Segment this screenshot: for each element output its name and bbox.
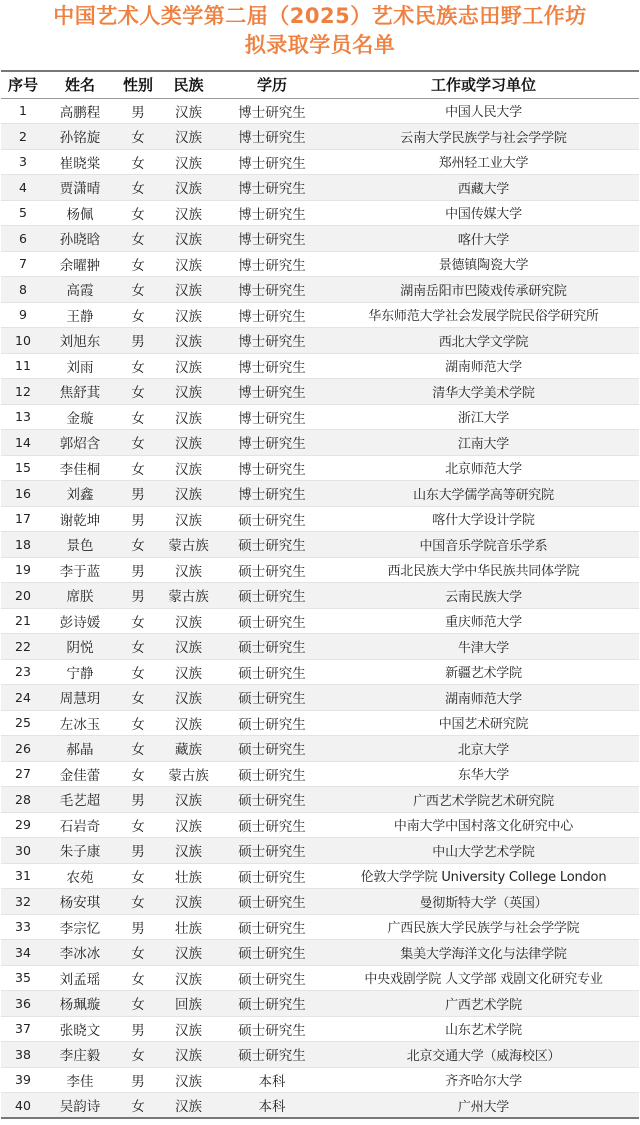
cell-unit: 湖南岳阳市巴陵戏传承研究院: [400, 283, 567, 299]
cell-unit: 北京大学: [457, 742, 510, 758]
cell-education: 硕士研究生: [238, 665, 306, 682]
cell-index: 8: [19, 281, 27, 297]
cell-unit: 中南大学中国村落文化研究中心: [393, 819, 574, 835]
cell-unit: 湖南师范大学: [445, 360, 522, 376]
table-row: [1, 1042, 639, 1068]
cell-unit: 江南大学: [457, 436, 510, 452]
cell-education: 博士研究生: [238, 359, 306, 376]
table-row: [1, 863, 639, 889]
cell-gender: 女: [131, 614, 145, 631]
cell-name: 王静: [66, 308, 94, 325]
cell-gender: 男: [131, 793, 145, 810]
cell-ethnicity: 汉族: [175, 130, 202, 147]
table-row: [1, 889, 639, 915]
cell-unit: 齐齐哈尔大学: [445, 1074, 522, 1090]
cell-unit: 北京交通大学（威海校区）: [406, 1048, 561, 1064]
table-row: [1, 940, 639, 966]
cell-unit: 景德镇陶瓷大学: [438, 258, 529, 274]
cell-gender: 女: [131, 257, 145, 274]
cell-gender: 女: [131, 818, 145, 835]
cell-ethnicity: 壮族: [175, 920, 202, 937]
cell-index: 39: [15, 1072, 31, 1088]
cell-name: 李宗忆: [59, 920, 101, 937]
cell-unit: 山东艺术学院: [445, 1023, 522, 1039]
cell-name: 高鹏程: [59, 104, 101, 121]
title-line-2: 拟录取学员名单: [244, 33, 396, 57]
cell-education: 硕士研究生: [238, 767, 306, 784]
cell-ethnicity: 汉族: [175, 818, 202, 835]
cell-education: 博士研究生: [238, 385, 306, 402]
cell-name: 郭炤含: [59, 436, 101, 453]
cell-name: 刘旭东: [59, 334, 101, 351]
cell-ethnicity: 汉族: [175, 410, 202, 427]
cell-name: 朱子康: [59, 844, 101, 861]
cell-unit: 中山大学艺术学院: [432, 844, 535, 860]
cell-ethnicity: 汉族: [175, 614, 202, 631]
table-row: [1, 200, 639, 226]
cell-index: 4: [19, 179, 27, 195]
cell-ethnicity: 汉族: [175, 665, 202, 682]
cell-education: 硕士研究生: [238, 512, 306, 529]
cell-index: 16: [15, 485, 31, 501]
cell-unit: 中国人民大学: [445, 105, 522, 121]
cell-name: 余曜翀: [59, 257, 101, 274]
cell-education: 硕士研究生: [238, 614, 306, 631]
cell-unit: 山东大学儒学高等研究院: [413, 487, 554, 503]
table-row: [1, 149, 639, 175]
cell-unit: 广西艺术学院: [445, 997, 522, 1013]
table-header-row: [1, 71, 639, 98]
cell-unit: 集美大学海洋文化与法律学院: [400, 946, 567, 962]
cell-education: 博士研究生: [238, 104, 306, 121]
cell-index: 13: [15, 409, 31, 425]
cell-ethnicity: 汉族: [175, 1099, 202, 1115]
table-row: [1, 1016, 639, 1042]
cell-education: 硕士研究生: [238, 1048, 306, 1065]
cell-index: 27: [15, 766, 31, 782]
cell-unit: 新疆艺术学院: [445, 666, 522, 682]
cell-ethnicity: 汉族: [175, 793, 202, 810]
header-ethnicity: 民族: [173, 76, 204, 95]
table-row: [1, 506, 639, 532]
table-row: [1, 991, 639, 1017]
table-row: [1, 736, 639, 762]
cell-education: 博士研究生: [238, 155, 306, 172]
cell-index: 14: [15, 434, 31, 450]
cell-name: 李佳: [66, 1073, 94, 1090]
cell-index: 9: [19, 307, 27, 323]
cell-name: 宁静: [66, 665, 94, 682]
cell-name: 景色: [66, 538, 94, 555]
cell-index: 7: [19, 256, 27, 272]
cell-unit: 郑州轻工业大学: [438, 156, 529, 172]
table-row: [1, 761, 639, 787]
cell-index: 5: [19, 205, 27, 221]
cell-gender: 男: [131, 104, 145, 121]
title-line-1: 中国艺术人类学第二届（2025）艺术民族志田野工作坊: [53, 4, 587, 28]
table-row: [1, 608, 639, 634]
cell-index: 37: [15, 1021, 31, 1037]
header-education: 学历: [256, 76, 287, 95]
cell-index: 28: [15, 791, 31, 807]
table-row: [1, 710, 639, 736]
cell-gender: 女: [131, 359, 145, 376]
table-row: [1, 1093, 639, 1119]
cell-name: 彭诗媛: [59, 614, 101, 631]
cell-unit: 浙江大学: [457, 411, 510, 427]
cell-gender: 女: [131, 130, 145, 147]
cell-index: 38: [15, 1046, 31, 1062]
cell-gender: 女: [131, 461, 145, 478]
cell-unit: 中央戏剧学院 人文学部 戏剧文化研究专业: [364, 972, 603, 988]
cell-name: 杨佩: [66, 206, 94, 223]
cell-unit: 广西艺术学院艺术研究院: [413, 793, 554, 809]
cell-gender: 男: [131, 1073, 145, 1090]
header-index: 序号: [7, 76, 38, 95]
cell-education: 博士研究生: [238, 334, 306, 351]
cell-ethnicity: 汉族: [175, 385, 202, 402]
cell-index: 32: [15, 893, 31, 909]
admission-list-table: [1, 70, 639, 1119]
cell-name: 周慧玥: [59, 691, 101, 708]
cell-unit: 中国艺术研究院: [438, 717, 529, 733]
table-row: [1, 404, 639, 430]
cell-ethnicity: 蒙古族: [168, 767, 209, 784]
cell-ethnicity: 汉族: [175, 844, 202, 861]
cell-ethnicity: 汉族: [175, 691, 202, 708]
cell-index: 11: [15, 358, 31, 374]
table-row: [1, 685, 639, 711]
cell-education: 硕士研究生: [238, 793, 306, 810]
cell-unit: 西北大学文学院: [438, 334, 529, 350]
table-row: [1, 430, 639, 456]
document-title: [0, 0, 640, 70]
cell-index: 6: [19, 230, 27, 246]
cell-education: 硕士研究生: [238, 1022, 306, 1039]
cell-education: 博士研究生: [238, 181, 306, 198]
cell-gender: 女: [131, 665, 145, 682]
cell-unit: 中国音乐学院音乐学系: [419, 538, 548, 554]
cell-gender: 女: [131, 155, 145, 172]
cell-index: 36: [15, 995, 31, 1011]
cell-ethnicity: 汉族: [175, 971, 202, 988]
cell-index: 21: [15, 613, 31, 629]
cell-ethnicity: 回族: [175, 997, 202, 1014]
cell-ethnicity: 藏族: [175, 742, 202, 759]
cell-index: 3: [19, 154, 27, 170]
cell-name: 金璇: [66, 410, 94, 427]
cell-ethnicity: 壮族: [175, 869, 202, 886]
cell-gender: 男: [131, 589, 145, 606]
cell-name: 焦舒萁: [59, 385, 101, 402]
cell-ethnicity: 汉族: [175, 359, 202, 376]
table-row: [1, 98, 639, 124]
table-row: [1, 659, 639, 685]
cell-index: 26: [15, 740, 31, 756]
cell-ethnicity: 汉族: [175, 895, 202, 912]
cell-education: 硕士研究生: [238, 920, 306, 937]
cell-education: 硕士研究生: [238, 742, 306, 759]
cell-gender: 女: [131, 742, 145, 759]
cell-index: 1: [19, 103, 27, 119]
cell-education: 硕士研究生: [238, 589, 306, 606]
cell-unit: 喀什大学设计学院: [432, 513, 535, 529]
cell-ethnicity: 汉族: [175, 1073, 202, 1090]
cell-name: 左冰玉: [59, 716, 101, 733]
cell-unit: 东华大学: [457, 768, 510, 784]
cell-name: 谢乾坤: [59, 512, 101, 529]
cell-education: 博士研究生: [238, 257, 306, 274]
cell-unit: 清华大学美术学院: [432, 385, 535, 401]
cell-name: 杨珮璇: [59, 997, 101, 1014]
cell-ethnicity: 汉族: [175, 257, 202, 274]
cell-ethnicity: 汉族: [175, 232, 202, 249]
cell-education: 博士研究生: [238, 410, 306, 427]
cell-gender: 女: [131, 538, 145, 555]
cell-unit: 云南民族大学: [445, 589, 522, 605]
cell-education: 硕士研究生: [238, 563, 306, 580]
cell-gender: 男: [131, 920, 145, 937]
cell-gender: 男: [131, 512, 145, 529]
table-row: [1, 532, 639, 558]
cell-ethnicity: 汉族: [175, 716, 202, 733]
cell-ethnicity: 汉族: [175, 308, 202, 325]
cell-index: 31: [15, 868, 31, 884]
cell-gender: 女: [131, 997, 145, 1014]
cell-unit: 伦敦大学学院 University College London: [360, 870, 607, 886]
table-row: [1, 634, 639, 660]
cell-gender: 男: [131, 334, 145, 351]
cell-gender: 男: [131, 844, 145, 861]
cell-ethnicity: 汉族: [175, 104, 202, 121]
cell-index: 17: [15, 511, 31, 527]
cell-ethnicity: 汉族: [175, 155, 202, 172]
cell-gender: 女: [131, 283, 145, 300]
cell-gender: 女: [131, 640, 145, 657]
cell-name: 贾潇晴: [59, 181, 101, 198]
cell-name: 李于蓝: [59, 563, 101, 580]
cell-unit: 湖南师范大学: [445, 691, 522, 707]
cell-ethnicity: 汉族: [175, 563, 202, 580]
cell-gender: 男: [131, 1022, 145, 1039]
cell-education: 硕士研究生: [238, 716, 306, 733]
cell-gender: 女: [131, 1048, 145, 1065]
cell-gender: 女: [131, 410, 145, 427]
cell-education: 硕士研究生: [238, 640, 306, 657]
table-row: [1, 277, 639, 303]
cell-unit: 牛津大学: [457, 640, 510, 656]
cell-index: 35: [15, 970, 31, 986]
cell-name: 李佳桐: [59, 461, 101, 478]
cell-education: 硕士研究生: [238, 818, 306, 835]
cell-name: 席朕: [66, 589, 94, 606]
cell-index: 30: [15, 842, 31, 858]
cell-education: 博士研究生: [238, 461, 306, 478]
cell-ethnicity: 汉族: [175, 946, 202, 963]
cell-gender: 女: [131, 691, 145, 708]
cell-unit: 西北民族大学中华民族共同体学院: [387, 564, 580, 580]
cell-index: 18: [15, 536, 31, 552]
table-row: [1, 251, 639, 277]
table-row: [1, 838, 639, 864]
cell-education: 博士研究生: [238, 487, 306, 504]
cell-index: 29: [15, 817, 31, 833]
cell-unit: 曼彻斯特大学（英国）: [419, 895, 548, 911]
cell-name: 阴悦: [66, 640, 94, 657]
cell-ethnicity: 汉族: [175, 512, 202, 529]
header-unit: 工作或学习单位: [430, 76, 536, 95]
cell-education: 硕士研究生: [238, 538, 306, 555]
table-row: [1, 379, 639, 405]
cell-name: 李庄毅: [59, 1048, 101, 1065]
cell-index: 24: [15, 689, 31, 705]
header-name: 姓名: [64, 76, 95, 95]
cell-education: 博士研究生: [238, 308, 306, 325]
cell-unit: 重庆师范大学: [445, 615, 522, 631]
cell-name: 孙晓晗: [59, 232, 101, 249]
cell-ethnicity: 汉族: [175, 1022, 202, 1039]
table-row: [1, 455, 639, 481]
cell-index: 12: [15, 383, 31, 399]
cell-name: 李冰冰: [59, 946, 101, 963]
cell-unit: 广西民族大学民族学与社会学学院: [387, 921, 580, 937]
table-row: [1, 787, 639, 813]
cell-education: 博士研究生: [238, 283, 306, 300]
cell-gender: 女: [131, 1099, 145, 1115]
cell-name: 杨安琪: [59, 895, 101, 912]
cell-gender: 女: [131, 971, 145, 988]
cell-name: 崔晓棠: [59, 155, 101, 172]
cell-gender: 女: [131, 385, 145, 402]
header-gender: 性别: [122, 76, 153, 95]
cell-index: 22: [15, 638, 31, 654]
cell-education: 硕士研究生: [238, 869, 306, 886]
cell-education: 硕士研究生: [238, 895, 306, 912]
cell-gender: 女: [131, 206, 145, 223]
cell-name: 毛艺超: [59, 793, 101, 810]
cell-education: 本科: [258, 1073, 286, 1090]
cell-name: 吴韵诗: [59, 1099, 101, 1115]
cell-unit: 广州大学: [457, 1099, 510, 1115]
cell-unit: 喀什大学: [457, 232, 510, 248]
cell-name: 郝晶: [66, 742, 94, 759]
cell-ethnicity: 汉族: [175, 1048, 202, 1065]
cell-name: 孙铭旋: [59, 130, 101, 147]
cell-education: 硕士研究生: [238, 971, 306, 988]
cell-name: 农苑: [66, 869, 94, 886]
table-row: [1, 914, 639, 940]
cell-ethnicity: 汉族: [175, 283, 202, 300]
cell-unit: 华东师范大学社会发展学院民俗学研究所: [368, 309, 599, 325]
table-row: [1, 965, 639, 991]
cell-unit: 中国传媒大学: [445, 207, 522, 223]
cell-ethnicity: 汉族: [175, 181, 202, 198]
cell-education: 博士研究生: [238, 232, 306, 249]
cell-name: 高霞: [66, 283, 94, 300]
cell-gender: 女: [131, 232, 145, 249]
cell-education: 本科: [258, 1099, 286, 1115]
cell-name: 刘鑫: [66, 487, 94, 504]
cell-ethnicity: 汉族: [175, 334, 202, 351]
cell-gender: 女: [131, 716, 145, 733]
cell-index: 10: [15, 332, 31, 348]
cell-name: 石岩奇: [59, 818, 101, 835]
cell-ethnicity: 汉族: [175, 487, 202, 504]
cell-index: 33: [15, 919, 31, 935]
cell-name: 刘雨: [66, 359, 94, 376]
cell-index: 15: [15, 460, 31, 476]
cell-ethnicity: 汉族: [175, 461, 202, 478]
cell-index: 40: [15, 1097, 31, 1113]
cell-gender: 女: [131, 308, 145, 325]
cell-index: 19: [15, 562, 31, 578]
table-row: [1, 557, 639, 583]
table-row: [1, 583, 639, 609]
cell-ethnicity: 汉族: [175, 206, 202, 223]
cell-education: 硕士研究生: [238, 946, 306, 963]
table-row: [1, 302, 639, 328]
cell-ethnicity: 汉族: [175, 436, 202, 453]
cell-index: 20: [15, 587, 31, 603]
table-row: [1, 1067, 639, 1093]
table-row: [1, 124, 639, 150]
cell-education: 硕士研究生: [238, 691, 306, 708]
cell-gender: 女: [131, 767, 145, 784]
table-row: [1, 481, 639, 507]
table-row: [1, 353, 639, 379]
cell-gender: 男: [131, 487, 145, 504]
cell-education: 博士研究生: [238, 206, 306, 223]
cell-gender: 女: [131, 436, 145, 453]
table-row: [1, 175, 639, 201]
cell-index: 25: [15, 715, 31, 731]
cell-ethnicity: 蒙古族: [168, 589, 209, 606]
cell-ethnicity: 汉族: [175, 640, 202, 657]
cell-gender: 女: [131, 895, 145, 912]
cell-education: 硕士研究生: [238, 997, 306, 1014]
cell-name: 金佳蕾: [59, 767, 101, 784]
cell-index: 34: [15, 944, 31, 960]
cell-index: 2: [19, 128, 27, 144]
cell-ethnicity: 蒙古族: [168, 538, 209, 555]
cell-name: 刘孟瑶: [59, 971, 101, 988]
cell-unit: 西藏大学: [457, 181, 510, 197]
table-row: [1, 328, 639, 354]
cell-education: 硕士研究生: [238, 844, 306, 861]
table-row: [1, 226, 639, 252]
cell-name: 张晓文: [59, 1022, 101, 1039]
cell-gender: 女: [131, 946, 145, 963]
table-body: [1, 98, 639, 1118]
cell-gender: 女: [131, 869, 145, 886]
cell-gender: 男: [131, 563, 145, 580]
cell-education: 博士研究生: [238, 436, 306, 453]
cell-index: 23: [15, 664, 31, 680]
table-row: [1, 812, 639, 838]
cell-unit: 北京师范大学: [445, 462, 522, 478]
cell-gender: 女: [131, 181, 145, 198]
cell-education: 博士研究生: [238, 130, 306, 147]
cell-unit: 云南大学民族学与社会学学院: [400, 130, 567, 146]
